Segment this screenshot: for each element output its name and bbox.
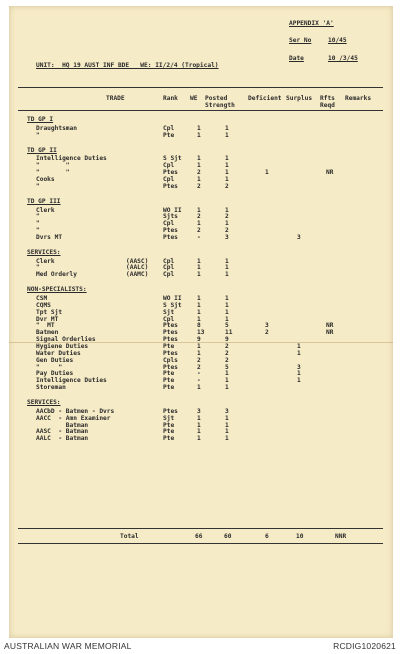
row-we: -: [197, 233, 201, 241]
row-rank: Ptes: [163, 363, 178, 371]
row-rank: WO II: [163, 206, 182, 214]
row-rank: S Sjt: [163, 301, 182, 309]
row-trade: Water Duties: [36, 349, 81, 357]
row-trade: Pay Duties: [36, 370, 74, 378]
col-surplus: Surplus: [286, 95, 313, 102]
row-posted: 1: [225, 301, 229, 309]
section-heading: TD GP II: [27, 146, 57, 154]
appendix-label: APPENDIX 'A': [289, 20, 334, 27]
row-rank: Cpl: [163, 315, 175, 323]
row-trade: ": [36, 220, 40, 228]
row-rank: Ptes: [163, 233, 178, 241]
row-rank: Pte: [163, 384, 175, 392]
row-surplus: 1: [297, 349, 301, 357]
row-posted: 9: [225, 336, 229, 344]
row-rank: Cpl: [163, 162, 175, 170]
row-posted: 1: [225, 220, 229, 228]
row-rank: Sjt: [163, 414, 175, 422]
col-we: WE: [190, 95, 198, 102]
row-rank: Pte: [163, 343, 175, 350]
row-trade: Gen Duties: [36, 356, 74, 364]
row-we: 2: [197, 356, 201, 364]
row-we: 2: [197, 363, 201, 371]
row-rank: Ptes: [163, 407, 178, 415]
row-posted: 2: [225, 349, 229, 357]
row-posted: 1: [225, 308, 229, 316]
total-deficient: 6: [265, 533, 269, 540]
row-posted: 5: [225, 363, 229, 371]
total-posted: 60: [224, 533, 232, 540]
row-we: 2: [197, 213, 201, 221]
row-rank: Ptes: [163, 329, 178, 337]
row-trade: ": [36, 131, 40, 139]
table-top-rule: [18, 87, 383, 88]
row-rank: Ptes: [163, 349, 178, 357]
col-rank: Rank: [163, 95, 178, 102]
row-surplus: 1: [297, 370, 301, 378]
row-posted: 2: [225, 182, 229, 190]
row-we: 1: [197, 162, 201, 170]
date-label: Date: [289, 55, 304, 62]
row-we: 1: [197, 414, 201, 422]
row-trade: Dvr MT: [36, 315, 59, 323]
row-rank: Sjts: [163, 213, 178, 221]
row-trade: " ": [36, 162, 70, 170]
row-we: 9: [197, 336, 201, 344]
total-surplus: 10: [296, 533, 304, 540]
row-trade: Dvrs MT: [36, 233, 63, 241]
total-we: 66: [195, 533, 203, 540]
section-heading: NON-SPECIALISTS:: [27, 286, 87, 294]
row-posted: 3: [225, 407, 229, 415]
row-rank: Ptes: [163, 336, 178, 344]
section-heading: TD GP III: [27, 197, 61, 205]
date-value: 10 /3/45: [328, 55, 358, 62]
row-posted: 1: [225, 384, 229, 392]
row-posted: 1: [225, 264, 229, 272]
row-posted: 1: [225, 155, 229, 163]
row-rank: Pte: [163, 377, 175, 385]
row-rank: S Sjt: [163, 155, 182, 163]
row-trade: Signal Orderlies: [36, 336, 96, 344]
row-posted: 2: [225, 227, 229, 234]
row-we: 3: [197, 407, 201, 415]
row-trade: Intelligence Duties: [36, 155, 107, 163]
row-we: 1: [197, 131, 201, 139]
row-deficient: 1: [265, 169, 269, 177]
col-remarks: Remarks: [345, 95, 372, 102]
row-trade: CQMS: [36, 301, 51, 309]
row-we: 1: [197, 315, 201, 323]
row-we: 1: [197, 155, 201, 163]
totals-top-rule: [18, 528, 383, 529]
row-trade: " ": [36, 169, 70, 177]
col-posted: Posted: [205, 95, 228, 102]
row-posted: 1: [225, 162, 229, 170]
row-trade: ": [36, 227, 40, 234]
row-posted: 1: [225, 131, 229, 139]
row-we: 8: [197, 322, 201, 330]
row-trade: Intelligence Duties: [36, 377, 107, 385]
row-rank: Cpl: [163, 257, 175, 265]
row-posted: 1: [225, 257, 229, 265]
row-we: 1: [197, 343, 201, 350]
row-rank: Sjt: [163, 308, 175, 316]
row-trade: AACbD - Batmen - Dvrs: [36, 407, 115, 415]
row-rank: Pte: [163, 421, 175, 429]
row-posted: 3: [225, 233, 229, 241]
row-we: 1: [197, 349, 201, 357]
header-bottom-rule: [18, 110, 383, 111]
total-label: Total: [120, 533, 139, 540]
row-trade: ": [36, 213, 40, 221]
row-trade: Cooks: [36, 175, 55, 183]
row-remarks: NR: [326, 169, 334, 177]
row-posted: 1: [225, 169, 229, 177]
row-posted: 1: [225, 175, 229, 183]
row-trade: Batman: [36, 421, 89, 429]
row-unit: (AALC): [126, 264, 149, 272]
row-we: 13: [197, 329, 205, 337]
row-posted: 1: [225, 435, 229, 443]
row-rank: Cpl: [163, 124, 175, 132]
section-heading: SERVICES:: [27, 398, 61, 406]
row-we: 2: [197, 169, 201, 177]
row-we: 1: [197, 428, 201, 436]
ser-no-value: 10/45: [328, 37, 347, 44]
row-posted: 5: [225, 322, 229, 330]
row-rank: Pte: [163, 131, 175, 139]
row-trade: Med Orderly: [36, 271, 77, 279]
unit-line: UNIT: HQ 19 AUST INF BDE WE: II/2/4 (Tropical): [36, 62, 219, 69]
row-posted: 1: [225, 124, 229, 132]
row-posted: 2: [225, 343, 229, 350]
row-deficient: 2: [265, 329, 269, 337]
row-we: 1: [197, 124, 201, 132]
row-trade: AASC - Batman: [36, 428, 89, 436]
row-rank: Ptes: [163, 322, 178, 330]
row-we: 1: [197, 175, 201, 183]
footer-bar: [0, 638, 400, 654]
row-posted: 1: [225, 315, 229, 323]
row-surplus: 1: [297, 377, 301, 385]
row-we: 1: [197, 435, 201, 443]
row-posted: 2: [225, 356, 229, 364]
row-we: 1: [197, 384, 201, 392]
row-rank: Ptes: [163, 169, 178, 177]
row-posted: 1: [225, 428, 229, 436]
row-trade: Clerk: [36, 206, 55, 214]
row-unit: (AASC): [126, 257, 149, 265]
row-we: 2: [197, 182, 201, 190]
section-heading: TD GP I: [27, 116, 54, 123]
ser-no-label: Ser No: [289, 37, 312, 44]
row-trade: AACC - Amn Examiner: [36, 414, 111, 422]
row-posted: 1: [225, 370, 229, 378]
row-deficient: 3: [265, 322, 269, 330]
col-trade: TRADE: [106, 95, 125, 102]
col-deficient: Deficient: [248, 95, 282, 102]
row-we: 1: [197, 220, 201, 228]
row-trade: ": [36, 182, 40, 190]
row-we: 1: [197, 421, 201, 429]
row-rank: Ptes: [163, 227, 178, 234]
row-trade: CSM: [36, 295, 48, 302]
row-we: 2: [197, 227, 201, 234]
row-remarks: NR: [326, 322, 334, 330]
row-posted: 2: [225, 213, 229, 221]
row-trade: " MT: [36, 322, 55, 330]
row-rank: Pte: [163, 428, 175, 436]
row-we: 1: [197, 271, 201, 279]
row-rank: Cpl: [163, 220, 175, 228]
row-posted: 11: [225, 329, 233, 337]
row-trade: ": [36, 264, 40, 272]
footer-source: AUSTRALIAN WAR MEMORIAL: [4, 641, 132, 651]
footer-id: RCDIG1020621: [333, 641, 396, 651]
total-remarks: NNR: [335, 533, 347, 540]
row-posted: 1: [225, 271, 229, 279]
row-we: -: [197, 370, 201, 378]
row-trade: Tpt Sjt: [36, 308, 63, 316]
row-we: 1: [197, 308, 201, 316]
row-rank: WO II: [163, 295, 182, 302]
row-rank: Cpl: [163, 264, 175, 272]
row-rank: Ptes: [163, 182, 178, 190]
row-trade: Batmen: [36, 329, 59, 337]
col-rfts: Rfts: [320, 95, 335, 102]
row-posted: 1: [225, 206, 229, 214]
row-rank: Cpl: [163, 271, 175, 279]
row-trade: Clerk: [36, 257, 55, 265]
row-unit: (AAMC): [126, 271, 149, 279]
row-remarks: NR: [326, 329, 334, 337]
row-trade: Storeman: [36, 384, 66, 392]
row-trade: Draughtsman: [36, 124, 77, 132]
totals-bottom-rule: [18, 543, 383, 544]
row-trade: Hygiene Duties: [36, 343, 89, 350]
row-posted: 1: [225, 295, 229, 302]
row-rank: Pte: [163, 435, 175, 443]
row-posted: 1: [225, 421, 229, 429]
row-rank: Cpls: [163, 356, 178, 364]
row-we: 1: [197, 295, 201, 302]
row-we: 1: [197, 264, 201, 272]
col-reqd: Reqd: [320, 102, 335, 109]
row-we: 1: [197, 257, 201, 265]
row-we: 1: [197, 301, 201, 309]
row-we: 1: [197, 206, 201, 214]
row-rank: Cpl: [163, 175, 175, 183]
row-surplus: 3: [297, 233, 301, 241]
row-trade: " ": [36, 363, 63, 371]
row-surplus: 3: [297, 363, 301, 371]
row-we: -: [197, 377, 201, 385]
col-strength: Strength: [205, 102, 235, 109]
row-trade: AALC - Batman: [36, 435, 89, 443]
row-rank: Pte: [163, 370, 175, 378]
row-surplus: 1: [297, 343, 301, 350]
row-posted: 1: [225, 414, 229, 422]
row-posted: 1: [225, 377, 229, 385]
section-heading: SERVICES:: [27, 248, 61, 256]
